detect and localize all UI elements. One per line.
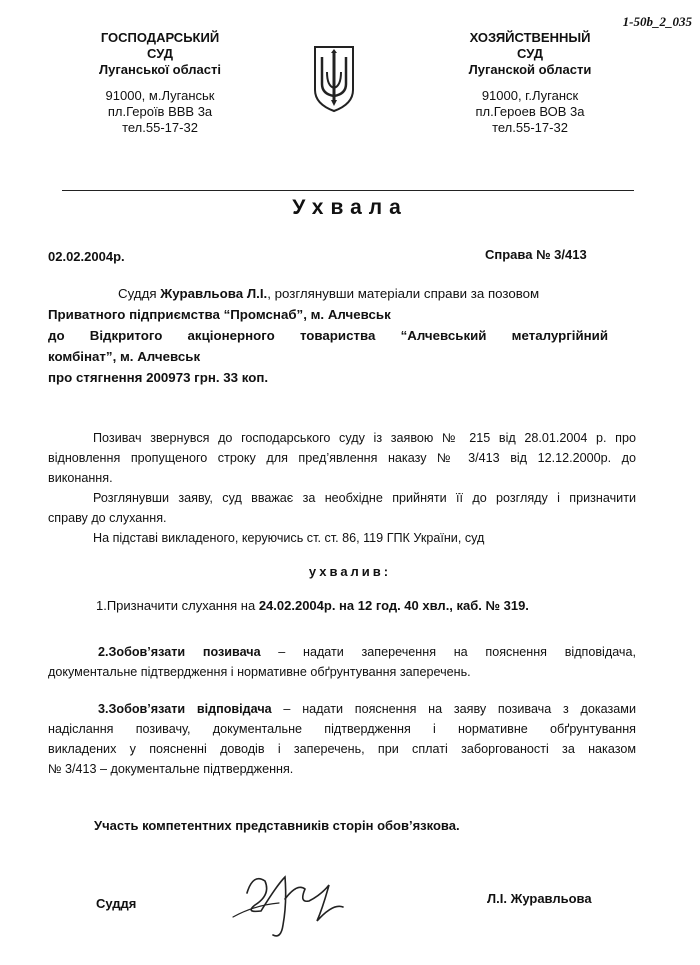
case-number: Справа № 3/413 <box>485 247 587 262</box>
case-intro <box>48 283 608 388</box>
body-p1-line2: відновлення пропущеного строку для пред’явлення наказу № 3/413 від 12.12.2000р. до <box>48 451 636 465</box>
body-p1-line3: виконання. <box>48 471 113 485</box>
judge-name: Журавльова Л.І. <box>160 286 268 301</box>
item2-line1 <box>48 642 636 662</box>
document-id: 1-50b_2_035 <box>622 14 692 29</box>
court-region-ru: Луганской области <box>468 62 592 77</box>
trident-emblem-icon <box>312 44 356 114</box>
item2-heading: 2.Зобов’язати позивача <box>98 645 261 659</box>
court-name-ru-line2: СУД <box>517 46 543 61</box>
intro-judge-suffix: , розглянувши матеріали справи за позовом <box>267 286 540 301</box>
body-p2-line1: Розглянувши заяву, суд вважає за необхідне прийняти її до розгляду і призначити <box>93 491 636 505</box>
intro-line-1 <box>48 283 608 304</box>
court-address-street: пл.Героїв ВВВ 3а <box>107 104 213 119</box>
handwritten-signature <box>225 855 360 945</box>
item2-line2: документальне підтвердження і нормативне обґрунтування заперечень. <box>48 665 471 679</box>
resolution-item-1 <box>48 598 636 613</box>
judge-signature-name: Л.І. Журавльова <box>487 891 592 906</box>
intro-judge-prefix: Суддя <box>118 286 161 301</box>
claim-subject-line: про стягнення 200973 грн. 33 коп. <box>48 370 269 385</box>
court-name-line2: СУД <box>147 46 173 61</box>
header-divider <box>62 190 634 191</box>
court-name-ru-line1: ХОЗЯЙСТВЕННЫЙ <box>469 30 591 45</box>
document-date: 02.02.2004р. <box>48 249 125 264</box>
item1-text: 1.Призначити слухання на <box>96 598 259 613</box>
hearing-details: 24.02.2004р. на 12 год. 40 хвл., каб. № 319. <box>258 598 529 613</box>
body-p2-line2: справу до слухання. <box>48 511 167 525</box>
judge-label: Суддя <box>96 896 137 911</box>
resolution-heading: ухвалив: <box>308 564 392 579</box>
item3-line3: викладених у поясненні доводів і заперечень, при сплаті заборгованості за наказом <box>48 742 636 756</box>
body-p1-line1: Позивач звернувся до господарського суду із заявою № 215 від 28.01.2004 р. про <box>93 431 636 445</box>
item3-line1-rest: – надати пояснення на заяву позивача з доказами <box>271 702 636 716</box>
court-address-city: 91000, м.Луганськ <box>105 88 215 103</box>
court-address-city-ru: 91000, г.Луганск <box>481 88 579 103</box>
document-title: Ухвала <box>292 196 408 219</box>
participation-note: Участь компетентних представників сторін обов’язкова. <box>94 818 460 833</box>
resolution-item-3 <box>48 699 636 779</box>
item3-heading: 3.Зобов’язати відповідача <box>98 702 272 716</box>
item3-line4: № 3/413 – документальне підтвердження. <box>48 762 294 776</box>
court-name-line1: ГОСПОДАРСЬКИЙ <box>100 30 220 45</box>
resolution-item-2 <box>48 642 636 682</box>
plaintiff-line: Приватного підприємства “Промснаб”, м. Алчевськ <box>48 307 391 322</box>
item3-line2: надіслання позивачу, документальне підтвердження і нормативне обґрунтування <box>48 722 636 736</box>
defendant-line: до Відкритого акціонерного товариства “Алчевський металургійний <box>48 328 608 343</box>
header-right <box>430 30 630 136</box>
body-p3: На підставі викладеного, керуючись ст. ст. 86, 119 ГПК України, суд <box>93 531 485 545</box>
court-region: Луганської області <box>99 62 221 77</box>
court-phone: тел.55-17-32 <box>122 120 198 135</box>
item2-line1-rest: – надати заперечення на пояснення відповідача, <box>260 645 636 659</box>
header-left <box>60 30 260 136</box>
body-paragraphs <box>48 428 636 548</box>
item3-line1 <box>48 699 636 719</box>
court-phone-ru: тел.55-17-32 <box>492 120 568 135</box>
court-address-street-ru: пл.Героев ВОВ 3а <box>475 104 585 119</box>
defendant-line-cont: комбінат”, м. Алчевськ <box>48 349 201 364</box>
